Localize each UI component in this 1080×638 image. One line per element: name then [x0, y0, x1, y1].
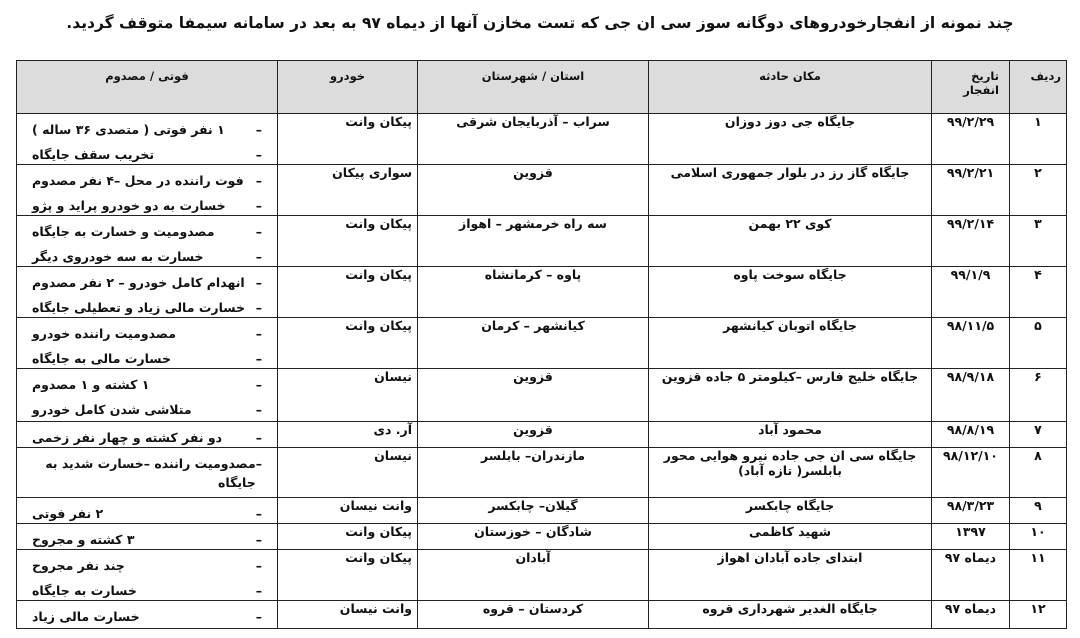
fatality-text: خسارت مالی زیاد	[32, 609, 140, 624]
table-row	[17, 422, 1067, 448]
incident-date: ۹۹/۱/۹	[932, 267, 1010, 318]
bullet-dash: –	[255, 558, 262, 573]
fatalities-cell	[17, 448, 278, 498]
page-title: چند نمونه از انفجارخودروهای دوگانه سوز سی ان جی که تست مخازن آنها از دیماه ۹۷ به بعد در سامانه سیمفا متوقف گردید.	[66, 14, 1014, 32]
fatality-line	[22, 394, 272, 419]
row-number: ۲	[1010, 165, 1067, 216]
fatality-text: تخریب سقف جایگاه	[32, 147, 155, 162]
bullet-dash: –	[255, 275, 262, 290]
vehicle-type: پیکان وانت	[278, 550, 418, 601]
fatalities-cell	[17, 165, 278, 216]
incident-date: ۹۹/۲/۲۹	[932, 114, 1010, 165]
fatality-line	[22, 292, 272, 317]
row-number: ۱۰	[1010, 524, 1067, 550]
vehicle-type: نیسان	[278, 369, 418, 422]
vehicle-type: پیکان وانت	[278, 318, 418, 369]
province-city: آبادان	[418, 550, 649, 601]
row-number: ۷	[1010, 422, 1067, 448]
incident-date: ۹۸/۹/۱۸	[932, 369, 1010, 422]
vehicle-type: پیکان وانت	[278, 267, 418, 318]
fatalities-cell	[17, 369, 278, 422]
incident-location: جایگاه سی ان جی جاده نیرو هوایی محور بابلسر( تازه آباد)	[649, 448, 932, 498]
fatality-text: خسارت مالی به جایگاه	[32, 351, 172, 366]
fatalities-cell	[17, 524, 278, 550]
fatality-text: ۱ کشته و ۱ مصدوم	[32, 377, 150, 392]
vehicle-type: سواری پیکان	[278, 165, 418, 216]
table-row	[17, 524, 1067, 550]
fatalities-cell	[17, 216, 278, 267]
table-header-row	[17, 61, 1067, 114]
fatality-text: انهدام کامل خودرو – ۲ نفر مصدوم	[32, 275, 245, 290]
fatality-line	[22, 369, 272, 394]
fatality-text: مصدومیت راننده –خسارت شدید به جایگاه	[45, 456, 256, 490]
bullet-dash: –	[255, 173, 262, 188]
incident-location: کوی ۲۲ بهمن	[649, 216, 932, 267]
incident-location: جایگاه خلیج فارس –کیلومتر ۵ جاده قزوین	[649, 369, 932, 422]
row-number: ۹	[1010, 498, 1067, 524]
bullet-dash: –	[255, 147, 262, 162]
header-vehicle: خودرو	[278, 61, 418, 114]
incident-location: محمود آباد	[649, 422, 932, 448]
fatality-line	[22, 241, 272, 266]
incident-location: جایگاه جی دوز دوزان	[649, 114, 932, 165]
fatality-line	[22, 267, 272, 292]
incident-location: ابتدای جاده آبادان اهواز	[649, 550, 932, 601]
incident-date: ۹۸/۱۱/۵	[932, 318, 1010, 369]
row-number: ۳	[1010, 216, 1067, 267]
incident-date: ۱۳۹۷	[932, 524, 1010, 550]
fatality-text: چند نفر مجروح	[32, 558, 125, 573]
table-row	[17, 165, 1067, 216]
incident-location: جایگاه الغدیر شهرداری قروه	[649, 601, 932, 629]
table-row	[17, 216, 1067, 267]
bullet-dash: –	[255, 430, 262, 445]
bullet-dash: –	[255, 351, 262, 366]
row-number: ۱۲	[1010, 601, 1067, 629]
fatality-line	[22, 550, 272, 575]
vehicle-type: پیکان وانت	[278, 524, 418, 550]
fatalities-cell	[17, 550, 278, 601]
bullet-dash: –	[255, 249, 262, 264]
table-row	[17, 114, 1067, 165]
row-number: ۱	[1010, 114, 1067, 165]
fatality-line	[22, 343, 272, 368]
fatality-line	[22, 165, 272, 190]
province-city: قزوین	[418, 422, 649, 448]
province-city: قزوین	[418, 165, 649, 216]
header-date: تاریخ انفجار	[932, 61, 1010, 114]
vehicle-type: وانت نیسان	[278, 601, 418, 629]
incident-date: ۹۸/۸/۱۹	[932, 422, 1010, 448]
fatality-line	[22, 498, 272, 523]
fatality-line	[22, 575, 272, 600]
bullet-dash: –	[255, 506, 262, 521]
province-city: مازندران– بابلسر	[418, 448, 649, 498]
fatality-text: فوت راننده در محل –۴ نفر مصدوم	[32, 173, 244, 188]
bullet-dash: –	[255, 326, 262, 341]
header-fatalities: فوتی / مصدوم	[17, 61, 278, 114]
vehicle-type: آر. دی	[278, 422, 418, 448]
fatality-text: ۳ کشته و مجروح	[32, 532, 135, 547]
incidents-table	[16, 60, 1067, 629]
fatality-text: متلاشی شدن کامل خودرو	[32, 402, 192, 417]
incident-location: جایگاه سوخت پاوه	[649, 267, 932, 318]
bullet-dash: –	[255, 456, 262, 471]
fatality-text: مصدومیت و خسارت به جایگاه	[32, 224, 215, 239]
fatality-line	[22, 524, 272, 549]
fatality-line	[22, 114, 272, 139]
incident-date: ۹۸/۱۲/۱۰	[932, 448, 1010, 498]
province-city: گیلان– چابکسر	[418, 498, 649, 524]
incident-date: ۹۹/۲/۱۴	[932, 216, 1010, 267]
province-city: کیانشهر – کرمان	[418, 318, 649, 369]
fatality-text: مصدومیت راننده خودرو	[32, 326, 176, 341]
bullet-dash: –	[255, 377, 262, 392]
fatalities-cell	[17, 318, 278, 369]
bullet-dash: –	[255, 402, 262, 417]
fatality-line	[22, 448, 272, 492]
incident-location: جایگاه گاز رز در بلوار جمهوری اسلامی	[649, 165, 932, 216]
incident-date: دیماه ۹۷	[932, 601, 1010, 629]
fatalities-cell	[17, 422, 278, 448]
bullet-dash: –	[255, 224, 262, 239]
row-number: ۶	[1010, 369, 1067, 422]
row-number: ۵	[1010, 318, 1067, 369]
fatality-text: خسارت به دو خودرو پراید و پژو	[32, 198, 226, 213]
incident-location: جایگاه چابکسر	[649, 498, 932, 524]
incident-date: ۹۹/۲/۲۱	[932, 165, 1010, 216]
fatality-line	[22, 190, 272, 215]
province-city: سه راه خرمشهر – اهواز	[418, 216, 649, 267]
header-province: استان / شهرستان	[418, 61, 649, 114]
bullet-dash: –	[255, 198, 262, 213]
fatalities-cell	[17, 498, 278, 524]
fatality-text: خسارت به جایگاه	[32, 583, 137, 598]
bullet-dash: –	[255, 532, 262, 547]
vehicle-type: پیکان وانت	[278, 216, 418, 267]
incident-location: شهید کاظمی	[649, 524, 932, 550]
header-row-number: ردیف	[1010, 61, 1067, 114]
vehicle-type: نیسان	[278, 448, 418, 498]
fatality-text: ۱ نفر فوتی ( متصدی ۳۶ ساله )	[32, 122, 225, 137]
fatality-line	[22, 601, 272, 626]
fatalities-cell	[17, 601, 278, 629]
header-location: مکان حادثه	[649, 61, 932, 114]
row-number: ۱۱	[1010, 550, 1067, 601]
fatalities-cell	[17, 267, 278, 318]
bullet-dash: –	[255, 300, 262, 315]
bullet-dash: –	[255, 609, 262, 624]
incident-date: ۹۸/۳/۲۳	[932, 498, 1010, 524]
fatality-line	[22, 318, 272, 343]
table-row	[17, 448, 1067, 498]
table-row	[17, 318, 1067, 369]
row-number: ۸	[1010, 448, 1067, 498]
bullet-dash: –	[255, 122, 262, 137]
province-city: قزوین	[418, 369, 649, 422]
fatality-line	[22, 422, 272, 447]
row-number: ۴	[1010, 267, 1067, 318]
vehicle-type: وانت نیسان	[278, 498, 418, 524]
table-row	[17, 369, 1067, 422]
fatality-line	[22, 216, 272, 241]
fatality-text: ۲ نفر فوتی	[32, 506, 104, 521]
incident-location: جایگاه اتوبان کیانشهر	[649, 318, 932, 369]
province-city: سراب – آذربایجان شرقی	[418, 114, 649, 165]
fatality-text: خسارت به سه خودروی دیگر	[32, 249, 204, 264]
province-city: پاوه – کرمانشاه	[418, 267, 649, 318]
table-row	[17, 267, 1067, 318]
bullet-dash: –	[255, 583, 262, 598]
fatality-text: خسارت مالی زیاد و تعطیلی جایگاه	[32, 300, 245, 315]
incident-date: دیماه ۹۷	[932, 550, 1010, 601]
table-row	[17, 601, 1067, 629]
table-row	[17, 550, 1067, 601]
fatality-text: دو نفر کشته و چهار نفر زخمی	[32, 430, 223, 445]
province-city: شادگان – خوزستان	[418, 524, 649, 550]
table-row	[17, 498, 1067, 524]
vehicle-type: پیکان وانت	[278, 114, 418, 165]
fatality-line	[22, 139, 272, 164]
fatalities-cell	[17, 114, 278, 165]
province-city: کردستان – قروه	[418, 601, 649, 629]
